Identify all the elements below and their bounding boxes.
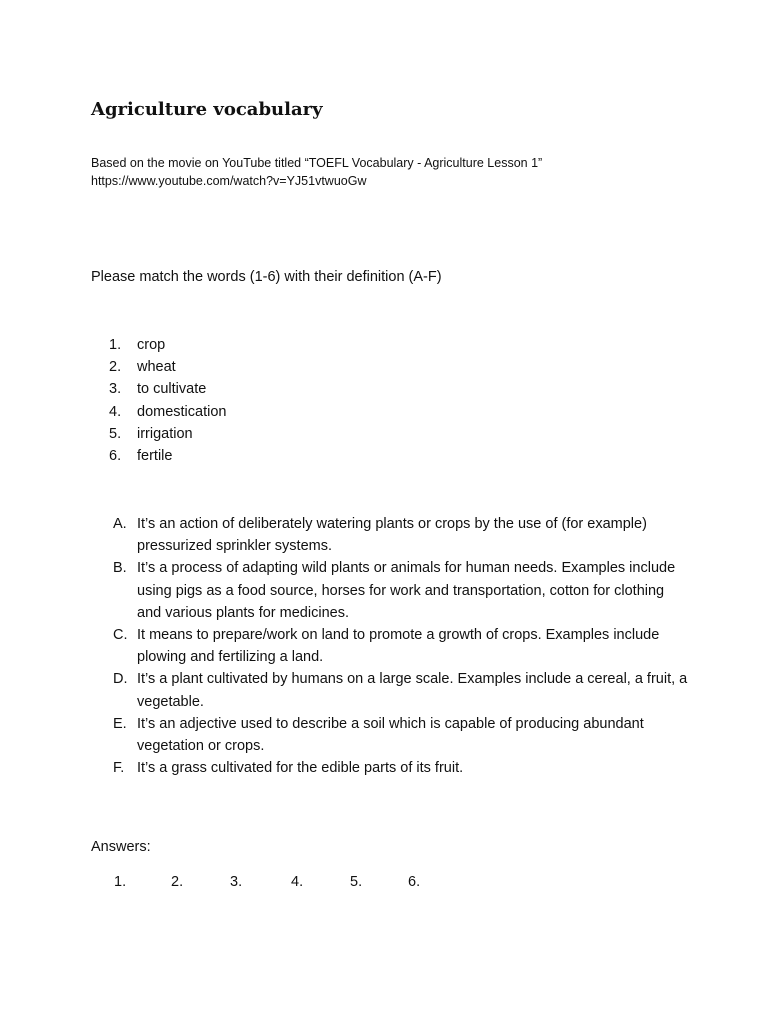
- definition-text: It’s a plant cultivated by humans on a large scale. Examples include a cereal, a fruit, a vegetable.: [137, 671, 688, 710]
- word-text: domestication: [137, 403, 227, 420]
- word-item: [91, 334, 226, 356]
- definition-list: [91, 513, 691, 779]
- source-url: https://www.youtube.com/watch?v=YJ51vtwuoGw: [91, 174, 367, 188]
- definition-letter: F.: [113, 760, 125, 777]
- word-text: fertile: [137, 447, 173, 464]
- answer-slot: 1.: [114, 874, 127, 890]
- definition-letter: E.: [113, 715, 127, 732]
- word-number: 5.: [109, 425, 122, 442]
- word-text: to cultivate: [137, 381, 207, 398]
- definition-item: [91, 557, 691, 624]
- word-item: [91, 401, 226, 423]
- word-item: [91, 356, 226, 378]
- definition-text: It’s a process of adapting wild plants or animals for human needs. Examples include using pigs as a food source, horses for work and transportation, cotton for clothing and various plants for medicines.: [137, 560, 676, 621]
- word-item: [91, 423, 226, 445]
- definition-text: It’s a grass cultivated for the edible parts of its fruit.: [137, 760, 464, 777]
- answer-slot: 6.: [408, 874, 421, 890]
- definition-text: It’s an adjective used to describe a soil which is capable of producing abundant vegetation or crops.: [137, 715, 644, 755]
- definition-item: [91, 713, 691, 757]
- word-number: 2.: [109, 359, 122, 376]
- word-item: [91, 378, 226, 400]
- definition-item: [91, 668, 691, 712]
- definition-letter: A.: [113, 516, 127, 532]
- answer-slot: 4.: [291, 874, 304, 890]
- definition-item: [91, 757, 691, 779]
- answer-slots: [0, 871, 768, 893]
- answer-slot: 5.: [350, 874, 363, 890]
- definition-letter: B.: [113, 560, 127, 577]
- word-text: crop: [137, 337, 166, 353]
- definition-item: [91, 624, 691, 668]
- word-number: 1.: [109, 337, 122, 353]
- definition-text: It’s an action of deliberately watering plants or crops by the use of (for example) pressurized sprinkler systems.: [137, 516, 647, 555]
- word-text: irrigation: [137, 425, 193, 442]
- word-number: 4.: [109, 403, 122, 420]
- definition-item: [91, 513, 691, 557]
- word-number: 6.: [109, 447, 122, 464]
- page-title: Agriculture vocabulary: [91, 99, 323, 120]
- definition-letter: D.: [113, 671, 128, 688]
- word-number: 3.: [109, 381, 122, 398]
- answer-slot: 2.: [171, 874, 184, 890]
- word-list: [91, 334, 226, 467]
- word-item: [91, 445, 226, 467]
- source-note: [91, 154, 542, 190]
- instruction-text: Please match the words (1-6) with their definition (A-F): [91, 269, 442, 285]
- definition-text: It means to prepare/work on land to promote a growth of crops. Examples include plowing and fertilizing a land.: [137, 627, 660, 666]
- answers-label: Answers:: [91, 839, 151, 855]
- definition-letter: C.: [113, 627, 128, 644]
- answer-slot: 3.: [230, 874, 243, 890]
- word-text: wheat: [137, 359, 176, 376]
- source-line: Based on the movie on YouTube titled “TOEFL Vocabulary - Agriculture Lesson 1”: [91, 156, 543, 170]
